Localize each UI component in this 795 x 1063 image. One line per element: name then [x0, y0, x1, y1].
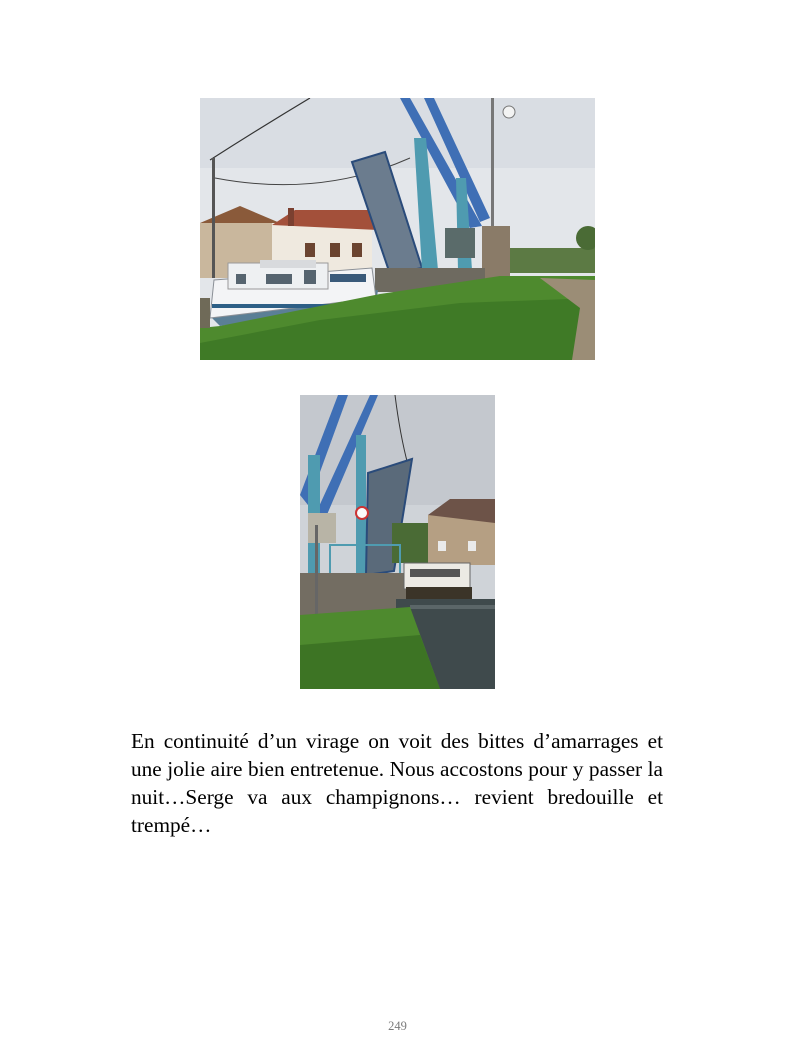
photo-lift-bridge-moored-boat — [300, 395, 495, 689]
body-paragraph: En continuité d’un virage on voit des bittes d’amarrages et une jolie aire bien entretenue. Nous accostons pour y passer la nuit…Serge va aux champignons… revient bredouille et trempé… — [131, 729, 663, 837]
photo-lift-bridge-houseboat — [200, 98, 595, 360]
page-number: 249 — [388, 1019, 407, 1033]
